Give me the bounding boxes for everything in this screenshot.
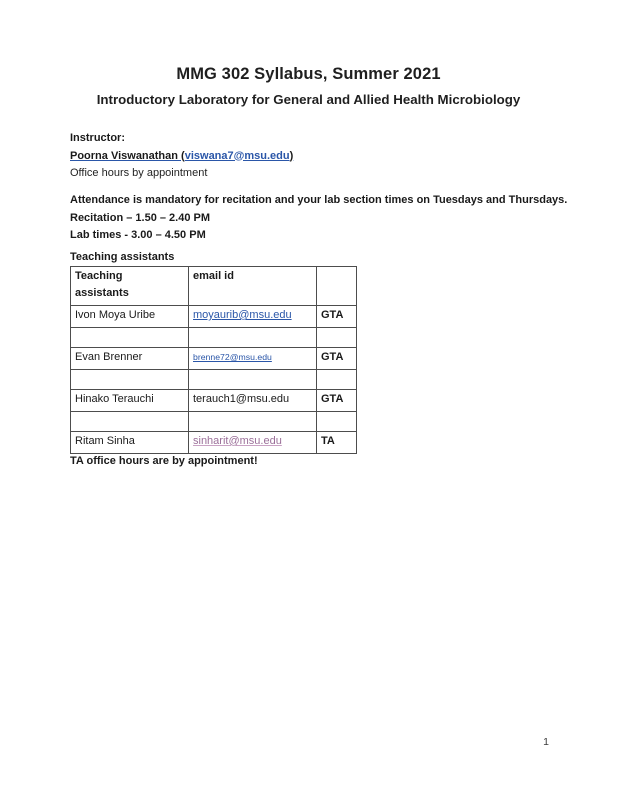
- teaching-assistants-table: [70, 266, 357, 454]
- ta-name: Hinako Terauchi: [71, 390, 189, 412]
- recitation-time: Recitation – 1.50 – 2.40 PM: [70, 211, 211, 224]
- table-header-name-line2: assistants: [75, 287, 129, 299]
- document-title-block: [0, 64, 617, 108]
- table-header-role: [317, 267, 357, 306]
- spacer-cell-role: [317, 412, 357, 432]
- instructor-name-suffix: ): [289, 149, 294, 162]
- closing-note: TA office hours are by appointment!: [70, 455, 258, 467]
- ta-email-link[interactable]: sinharit@msu.edu: [193, 435, 282, 447]
- ta-role: GTA: [317, 390, 357, 412]
- spacer-cell-email: [189, 328, 317, 348]
- document-subtitle: Introductory Laboratory for General and Allied Health Microbiology: [96, 91, 521, 107]
- table-header-email: email id: [189, 267, 317, 306]
- spacer-cell-role: [317, 328, 357, 348]
- spacer-cell-role: [317, 370, 357, 390]
- table-header-name: [71, 267, 189, 306]
- table-header-name-line1: Teaching: [75, 270, 123, 282]
- instructor-email-link[interactable]: viswana7@msu.edu: [184, 149, 290, 162]
- table-row: [71, 348, 357, 370]
- table-spacer-row: [71, 370, 357, 390]
- lab-time: Lab times - 3.00 – 4.50 PM: [70, 229, 206, 241]
- ta-email[interactable]: [189, 432, 317, 454]
- spacer-cell-name: [71, 328, 189, 348]
- table-row: [71, 432, 357, 454]
- document-title: MMG 302 Syllabus, Summer 2021: [176, 65, 441, 83]
- instructor-name-prefix: Poorna Viswanathan (: [70, 149, 185, 162]
- ta-role: GTA: [317, 306, 357, 328]
- attendance-statement: Attendance is mandatory for recitation and your lab section times on Tuesdays and Thursdays.: [70, 194, 568, 206]
- attendance-block: [70, 192, 567, 245]
- ta-name: Ritam Sinha: [71, 432, 189, 454]
- ta-role: GTA: [317, 348, 357, 370]
- ta-email-text: terauch1@msu.edu: [193, 393, 290, 405]
- spacer-cell-name: [71, 412, 189, 432]
- table-spacer-row: [71, 328, 357, 348]
- ta-email-link[interactable]: moyaurib@msu.edu: [193, 309, 292, 321]
- instructor-heading: Instructor:: [70, 132, 125, 144]
- instructor-office-hours: Office hours by appointment: [70, 167, 208, 179]
- instructor-block: [70, 130, 293, 183]
- ta-role: TA: [317, 432, 357, 454]
- ta-email[interactable]: [189, 348, 317, 370]
- ta-name: Evan Brenner: [71, 348, 189, 370]
- table-header-row: [71, 267, 357, 306]
- ta-email: [189, 390, 317, 412]
- spacer-cell-email: [189, 412, 317, 432]
- spacer-cell-name: [71, 370, 189, 390]
- table-row: [71, 390, 357, 412]
- ta-email[interactable]: [189, 306, 317, 328]
- ta-section-heading: Teaching assistants: [70, 251, 175, 263]
- ta-name: Ivon Moya Uribe: [71, 306, 189, 328]
- instructor-name-line: [70, 148, 293, 166]
- table-row: [71, 306, 357, 328]
- table-spacer-row: [71, 412, 357, 432]
- spacer-cell-email: [189, 370, 317, 390]
- page-number: 1: [543, 736, 549, 748]
- ta-email-link[interactable]: brenne72@msu.edu: [193, 352, 272, 362]
